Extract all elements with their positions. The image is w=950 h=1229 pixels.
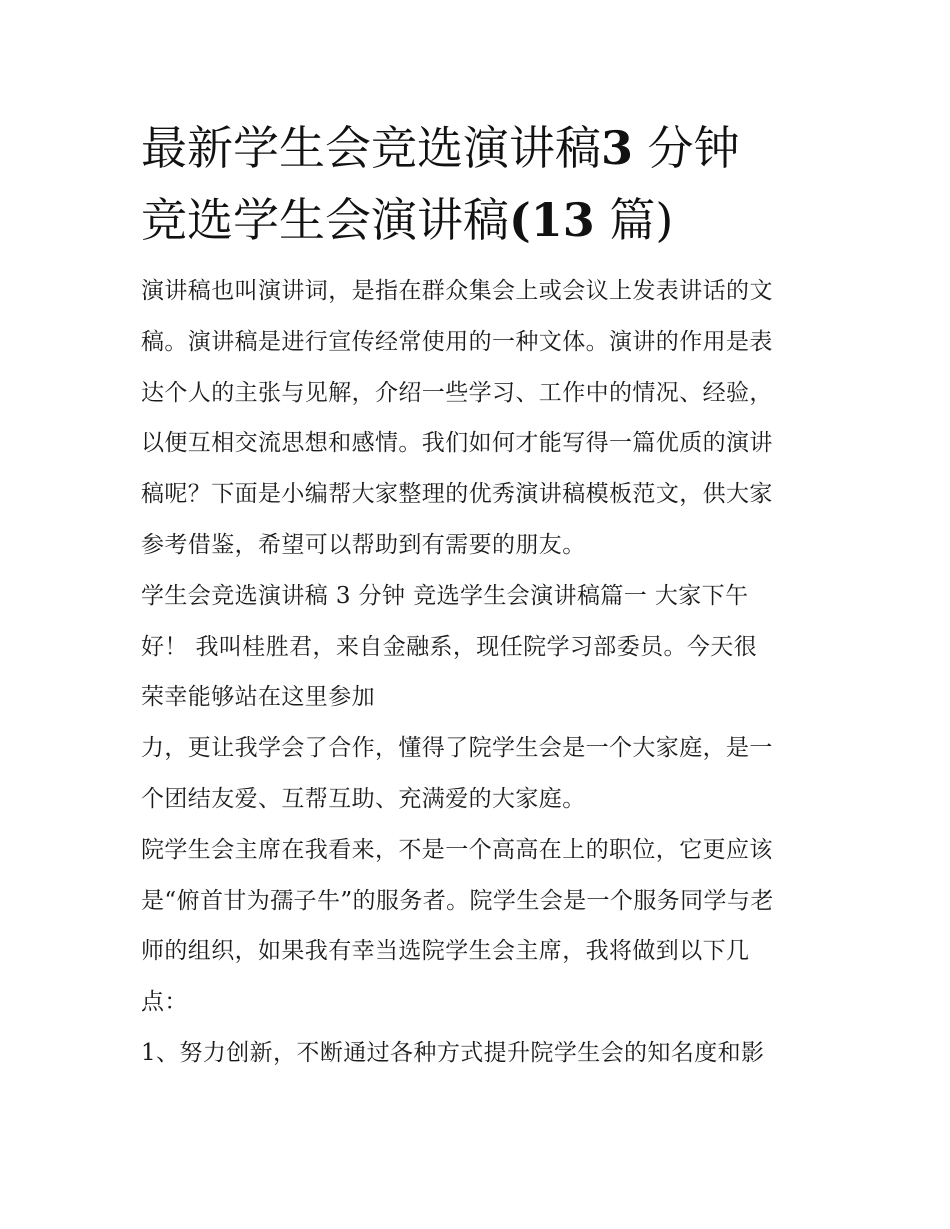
text-line: 是“俯首甘为孺子牛”的服务者。院学生会是一个服务同学与老 <box>141 887 774 914</box>
text-line: 达个人的主张与见解，介绍一些学习、工作中的情况、经验， <box>141 379 773 406</box>
text-line: 以便互相交流思想和感情。我们如何才能写得一篇优质的演讲 <box>141 430 773 457</box>
text-line: 院学生会主席在我看来，不是一个高高在上的职位，它更应该 <box>141 836 773 863</box>
document-title <box>141 112 813 256</box>
text-line: 参考借鉴，希望可以帮助到有需要的朋友。 <box>141 531 586 558</box>
text-line: 力，更让我学会了合作，懂得了院学生会是一个大家庭，是一 <box>141 735 773 762</box>
text-line: 稿。演讲稿是进行宣传经常使用的一种文体。演讲的作用是表 <box>141 328 773 355</box>
text-line: 个团结友爱、互帮互助、充满爱的大家庭。 <box>141 785 586 812</box>
text-line: 演讲稿也叫演讲词，是指在群众集会上或会议上发表讲话的文 <box>141 278 773 304</box>
text-line: 1、努力创新，不断通过各种方式提升院学生会的知名度和影 <box>141 1039 765 1066</box>
text-line: 学生会竞选演讲稿 3 分钟 竞选学生会演讲稿篇一 大家下午 <box>141 582 749 609</box>
text-line: 师的组织，如果我有幸当选院学生会主席，我将做到以下几 <box>141 938 750 965</box>
title-line-1: 最新学生会竞选演讲稿3 分钟 <box>141 121 740 175</box>
document-body <box>141 266 813 1079</box>
text-line: 好！ 我叫桂胜君，来自金融系，现任院学习部委员。今天很 <box>141 633 758 660</box>
title-line-2: 竞选学生会演讲稿(13 篇) <box>141 193 674 247</box>
text-line: 荣幸能够站在这里参加 <box>141 684 375 711</box>
text-line: 稿呢？下面是小编帮大家整理的优秀演讲稿模板范文，供大家 <box>141 481 773 508</box>
document-content <box>141 112 813 1079</box>
text-line: 点： <box>141 989 188 1016</box>
